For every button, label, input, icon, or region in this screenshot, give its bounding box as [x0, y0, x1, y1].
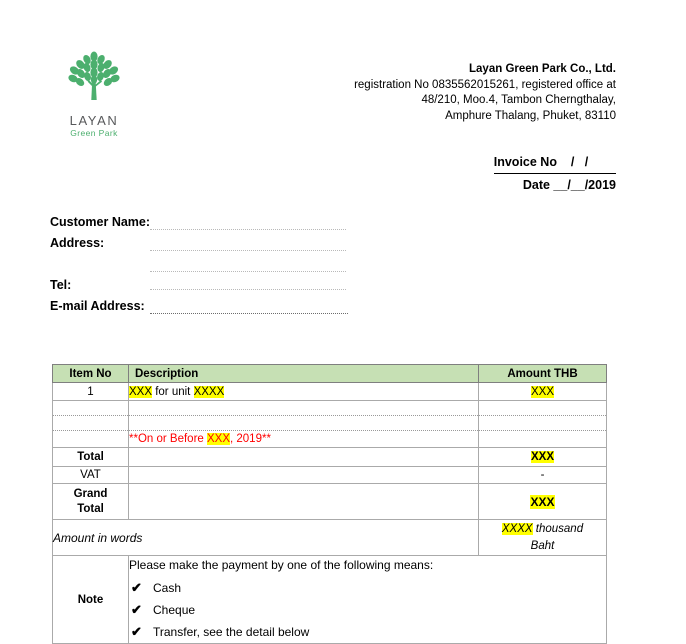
check-icon: ✔ [131, 624, 142, 639]
total-amount-highlight: XXX [530, 451, 554, 463]
logo-wordmark: LAYAN [69, 113, 119, 128]
label-grand-total [53, 484, 129, 520]
customer-email-row [50, 296, 360, 317]
cell-vat-amount: - [479, 467, 607, 484]
customer-name-label: Customer Name: [50, 215, 151, 229]
list-item [129, 621, 606, 643]
cell-description [129, 383, 479, 401]
cell-description-empty [129, 416, 479, 431]
table-header-row [53, 365, 607, 383]
table-row-due-date [53, 431, 607, 448]
cell-total-amount [479, 448, 607, 467]
desc-highlight-1: XXX [129, 385, 153, 398]
cell-item-no-empty [53, 416, 129, 431]
customer-details-block [50, 212, 360, 317]
desc-highlight-2: XXXX [193, 385, 225, 398]
amount-words-line-1 [479, 521, 606, 538]
amount-highlight: XXX [530, 385, 554, 398]
due-note-suffix: , 2019** [230, 433, 271, 445]
customer-email-label: E-mail Address: [50, 299, 145, 313]
label-note: Note [53, 556, 129, 644]
table-row-note [53, 556, 607, 644]
due-note-highlight: XXX [206, 433, 230, 445]
payment-methods-list [129, 577, 606, 643]
cell-total-description [129, 448, 479, 467]
customer-address-label: Address: [50, 236, 105, 250]
cell-item-no-empty [53, 401, 129, 416]
cell-due-date-note [129, 431, 479, 448]
payment-method-label: Cheque [153, 603, 196, 617]
payment-method-label: Cash [153, 581, 182, 595]
customer-address-input-1[interactable] [150, 250, 346, 251]
customer-address-input-2[interactable] [150, 271, 346, 272]
cell-vat-description [129, 467, 479, 484]
cell-amount-empty [479, 431, 607, 448]
invoice-number-field[interactable]: Invoice No / / [494, 153, 616, 174]
list-item [129, 577, 606, 599]
company-address-block [286, 62, 616, 124]
cell-amount-in-words [479, 520, 607, 556]
column-header-description: Description [129, 365, 479, 383]
cell-item-no: 1 [53, 383, 129, 401]
due-note-prefix: **On or Before [129, 433, 207, 445]
company-registration-line: registration No 0835562015261, registered office at [354, 78, 616, 91]
company-logo [52, 48, 136, 139]
tree-icon [63, 48, 125, 110]
grand-total-label-line-2: Total [77, 502, 104, 515]
column-header-amount: Amount THB [479, 365, 607, 383]
cell-amount-empty [479, 416, 607, 431]
label-vat: VAT [53, 467, 129, 484]
amount-words-text: thousand [532, 522, 584, 535]
note-intro-text: Please make the payment by one of the following means: [129, 558, 434, 572]
invoice-meta-block [494, 153, 616, 195]
cell-description-empty [129, 401, 479, 416]
amount-words-line-2: Baht [530, 539, 555, 552]
customer-email-input[interactable] [150, 313, 348, 314]
table-row-vat [53, 467, 607, 484]
customer-tel-label: Tel: [50, 278, 72, 292]
desc-middle: for unit [152, 385, 194, 398]
logo-subwordmark: Green Park [70, 128, 118, 139]
cell-amount-empty [479, 401, 607, 416]
list-item [129, 599, 606, 621]
invoice-date-field[interactable]: Date __/__/2019 [522, 178, 616, 192]
company-address-line-1: 48/210, Moo.4, Tambon Cherngthalay, [421, 94, 616, 106]
table-row-empty [53, 416, 607, 431]
label-amount-in-words: Amount in words [53, 520, 479, 556]
table-row-total [53, 448, 607, 467]
customer-tel-input[interactable] [150, 289, 346, 290]
label-total: Total [53, 448, 129, 467]
check-icon: ✔ [131, 580, 142, 595]
company-name: Layan Green Park Co., Ltd. [469, 63, 616, 75]
payment-method-label: Transfer, see the detail below [153, 625, 310, 639]
cell-grand-total-description [129, 484, 479, 520]
cell-note-body [129, 556, 607, 644]
customer-address-row [50, 233, 360, 254]
table-row-grand-total [53, 484, 607, 520]
cell-item-no-empty [53, 431, 129, 448]
company-address-line-2: Amphure Thalang, Phuket, 83110 [445, 109, 616, 122]
table-row-amount-in-words [53, 520, 607, 556]
check-icon: ✔ [131, 602, 142, 617]
table-row [53, 383, 607, 401]
cell-grand-total-amount [479, 484, 607, 520]
table-row-empty [53, 401, 607, 416]
customer-tel-row [50, 275, 360, 296]
amount-words-highlight: XXXX [501, 522, 533, 535]
customer-name-row [50, 212, 360, 233]
customer-address-row-2 [50, 254, 360, 275]
grand-total-amount-highlight: XXX [530, 494, 555, 509]
cell-amount [479, 383, 607, 401]
invoice-line-items-table [52, 364, 607, 644]
grand-total-label-line-1: Grand [73, 487, 108, 500]
column-header-item-no: Item No [53, 365, 129, 383]
customer-name-input[interactable] [150, 229, 346, 230]
